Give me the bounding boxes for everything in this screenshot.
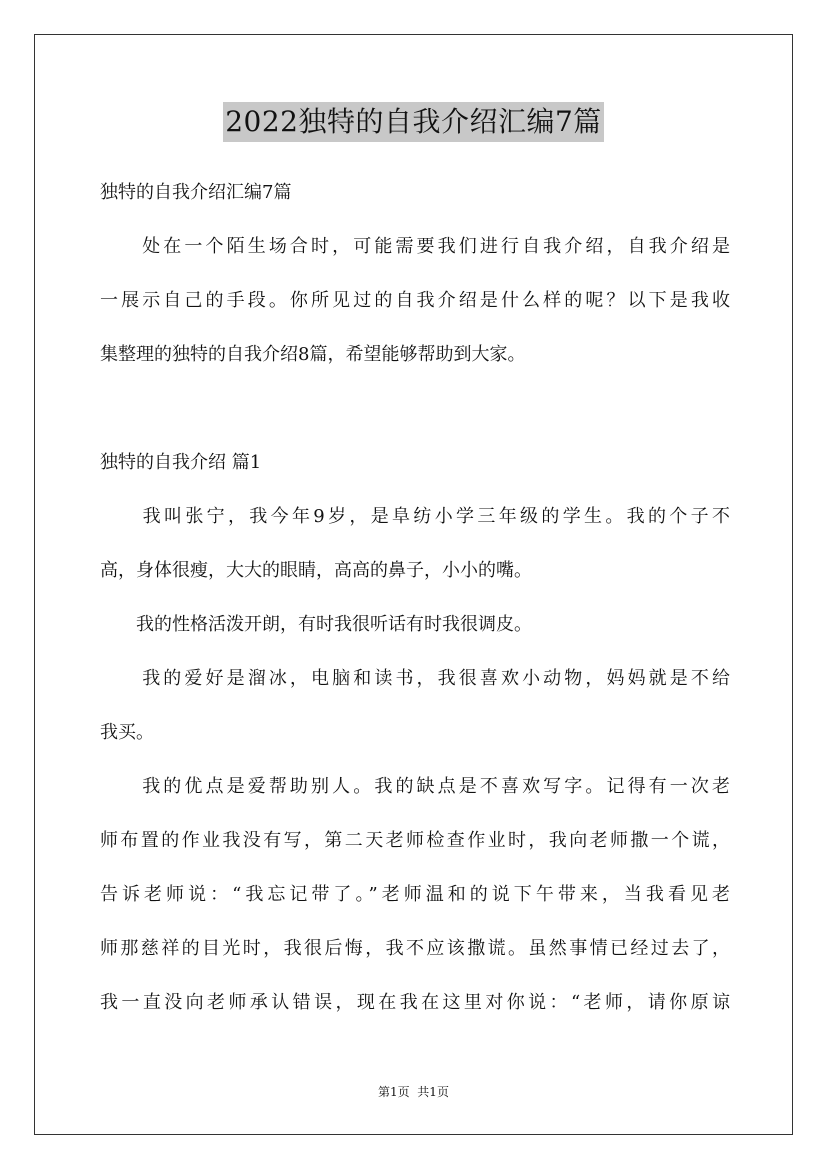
title-container	[0, 102, 827, 142]
body-line: 告诉老师说：“我忘记带了。”老师温和的说下午带来，当我看见老	[100, 884, 730, 905]
intro-line: 一展示自己的手段。你所见过的自我介绍是什么样的呢？以下是我收	[100, 290, 730, 311]
body-line: 我的性格活泼开朗，有时我很听话有时我很调皮。	[100, 614, 532, 635]
intro-line: 集整理的独特的自我介绍8篇，希望能够帮助到大家。	[100, 344, 526, 365]
body-line: 我的优点是爱帮助别人。我的缺点是不喜欢写字。记得有一次老	[100, 776, 730, 797]
body-line: 师布置的作业我没有写，第二天老师检查作业时，我向老师撒一个谎，	[100, 830, 730, 851]
body-line: 高，身体很瘦，大大的眼睛，高高的鼻子，小小的嘴。	[100, 560, 532, 581]
body-line: 我的爱好是溜冰，电脑和读书，我很喜欢小动物，妈妈就是不给	[100, 668, 730, 689]
body-line: 我叫张宁，我今年9岁，是阜纺小学三年级的学生。我的个子不	[100, 506, 730, 527]
page-footer: 第1页 共1页	[378, 1085, 449, 1099]
document-title: 2022独特的自我介绍汇编7篇	[223, 102, 604, 142]
section-heading: 独特的自我介绍 篇1	[100, 452, 262, 473]
intro-line: 处在一个陌生场合时，可能需要我们进行自我介绍，自我介绍是	[100, 236, 730, 257]
document-subtitle: 独特的自我介绍汇编7篇	[100, 182, 292, 203]
body-line: 我买。	[100, 722, 154, 743]
body-line: 我一直没向老师承认错误，现在我在这里对你说：“老师，请你原谅	[100, 992, 730, 1013]
body-line: 师那慈祥的目光时，我很后悔，我不应该撒谎。虽然事情已经过去了，	[100, 938, 730, 959]
